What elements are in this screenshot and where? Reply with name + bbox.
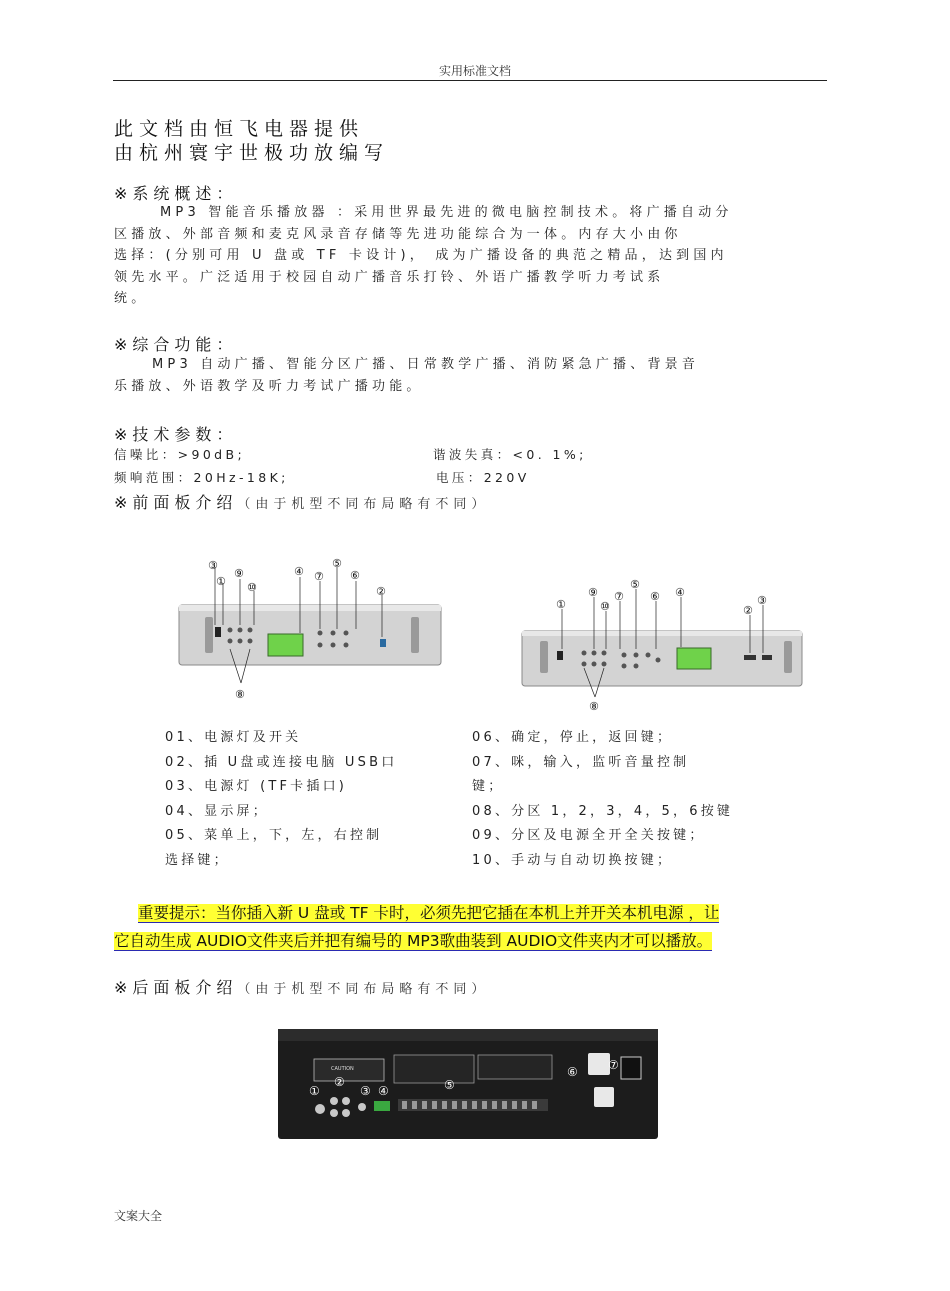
functions-body xyxy=(114,354,820,397)
rear-label: ① xyxy=(309,1084,320,1098)
front-label: ② xyxy=(743,604,753,617)
list-item: 05、菜单上，下，左，右控制 xyxy=(165,828,383,843)
lcd-display xyxy=(677,648,711,669)
list-item: 02、插 U盘或连接电脑 USB口 xyxy=(165,754,398,770)
list-item: 07、咪，输入，监听音量控制 xyxy=(472,754,690,770)
overview-body xyxy=(114,202,820,310)
front-label: ⑤ xyxy=(630,578,640,591)
front-label: ③ xyxy=(757,594,767,607)
spec-voltage: 电压：220V xyxy=(436,470,530,485)
front-panel-list-right xyxy=(472,726,822,873)
rear-panel-photo xyxy=(276,1025,662,1145)
rear-panel-heading: ※后面板介绍（由于机型不同布局略有不同） xyxy=(114,978,490,997)
front-label: ⑥ xyxy=(350,569,360,582)
front-label: ④ xyxy=(675,586,685,599)
front-label: ⑩ xyxy=(247,581,257,594)
front-label: ① xyxy=(216,575,226,588)
functions-line: MP3 自动广播、智能分区广播、日常教学广播、消防紧急广播、背景音 xyxy=(152,357,700,372)
front-label: ⑦ xyxy=(314,570,324,583)
notice-line: 重要提示：当你插入新 U 盘或 TF 卡时，必须先把它插在本机上并开关本机电源 ，让 xyxy=(138,904,720,922)
front-label: ⑤ xyxy=(332,557,342,570)
functions-line: 乐播放、外语教学及听力考试广播功能。 xyxy=(114,378,424,394)
list-item: 09、分区及电源全开全关按键； xyxy=(472,828,706,843)
front-label: ⑩ xyxy=(600,600,610,613)
rear-label: ② xyxy=(334,1075,345,1089)
front-label: ② xyxy=(376,585,386,598)
front-label: ④ xyxy=(294,565,304,578)
overview-line: 选择：(分别可用 U 盘或 TF 卡设计)， 成为广播设备的典范之精品，达到国内 xyxy=(114,248,728,263)
front-label: ① xyxy=(556,598,566,611)
rear-label: ④ xyxy=(378,1084,389,1098)
page-footer: 文案大全 xyxy=(114,1209,163,1223)
overview-line: 区播放、外部音频和麦克风录音存储等先进功能综合为一体。内存大小由你 xyxy=(114,226,682,242)
doc-title-line2: 由杭州寰宇世极功放编写 xyxy=(114,142,390,164)
lcd-display xyxy=(268,634,303,656)
rear-label: ⑦ xyxy=(608,1058,619,1072)
front-label: ⑦ xyxy=(614,590,624,603)
list-item: 04、显示屏； xyxy=(165,803,269,819)
overview-line: MP3 智能音乐播放器 ：采用世界最先进的微电脑控制技术。将广播自动分 xyxy=(160,205,733,220)
spec-thd: 谐波失真：<0. 1%; xyxy=(433,447,587,462)
overview-heading: ※系统概述： xyxy=(114,184,238,203)
rear-label: ③ xyxy=(360,1084,371,1098)
front-label: ⑧ xyxy=(589,700,599,713)
front-panel-photo-right xyxy=(518,575,808,715)
page-header: 实用标准文档 xyxy=(438,64,511,78)
front-panel-list-left xyxy=(165,726,455,873)
front-panel-photo-left xyxy=(175,555,450,705)
front-label: ⑨ xyxy=(234,567,244,580)
rear-label: ⑥ xyxy=(567,1065,578,1079)
spec-snr: 信噪比：>90dB; xyxy=(114,447,246,462)
spec-freq: 频响范围：20Hz-18K; xyxy=(114,470,289,485)
front-label: ⑥ xyxy=(650,590,660,603)
list-item: 03、电源灯 (TF卡插口) xyxy=(165,779,348,794)
important-notice xyxy=(114,899,826,955)
front-label: ⑧ xyxy=(235,688,245,701)
doc-title-line1: 此文档由恒飞电器提供 xyxy=(114,118,365,140)
list-item: 选择键； xyxy=(165,852,230,868)
list-item: 10、手动与自动切换按键； xyxy=(472,852,674,868)
overview-line: 统。 xyxy=(114,291,149,306)
list-item: 06、确定，停止，返回键； xyxy=(472,730,674,745)
functions-heading: ※综合功能： xyxy=(114,335,238,354)
front-label: ⑨ xyxy=(588,586,598,599)
overview-line: 领先水平。广泛适用于校园自动广播音乐打铃、外语广播教学听力考试系 xyxy=(114,269,665,285)
front-panel-heading: ※前面板介绍（由于机型不同布局略有不同） xyxy=(114,493,490,512)
front-label: ③ xyxy=(208,559,218,572)
header-rule xyxy=(113,80,827,81)
caution-label: CAUTION xyxy=(331,1066,354,1072)
list-item: 08、分区 1，2，3，4，5，6按键 xyxy=(472,803,734,819)
rear-label: ⑤ xyxy=(444,1078,455,1092)
list-item: 键； xyxy=(472,779,505,794)
list-item: 01、电源灯及开关 xyxy=(165,730,302,745)
specs-heading: ※技术参数： xyxy=(114,425,238,444)
notice-line: 它自动生成 AUDIO文件夹后并把有编号的 MP3歌曲装到 AUDIO文件夹内才可以播放。 xyxy=(114,932,713,950)
